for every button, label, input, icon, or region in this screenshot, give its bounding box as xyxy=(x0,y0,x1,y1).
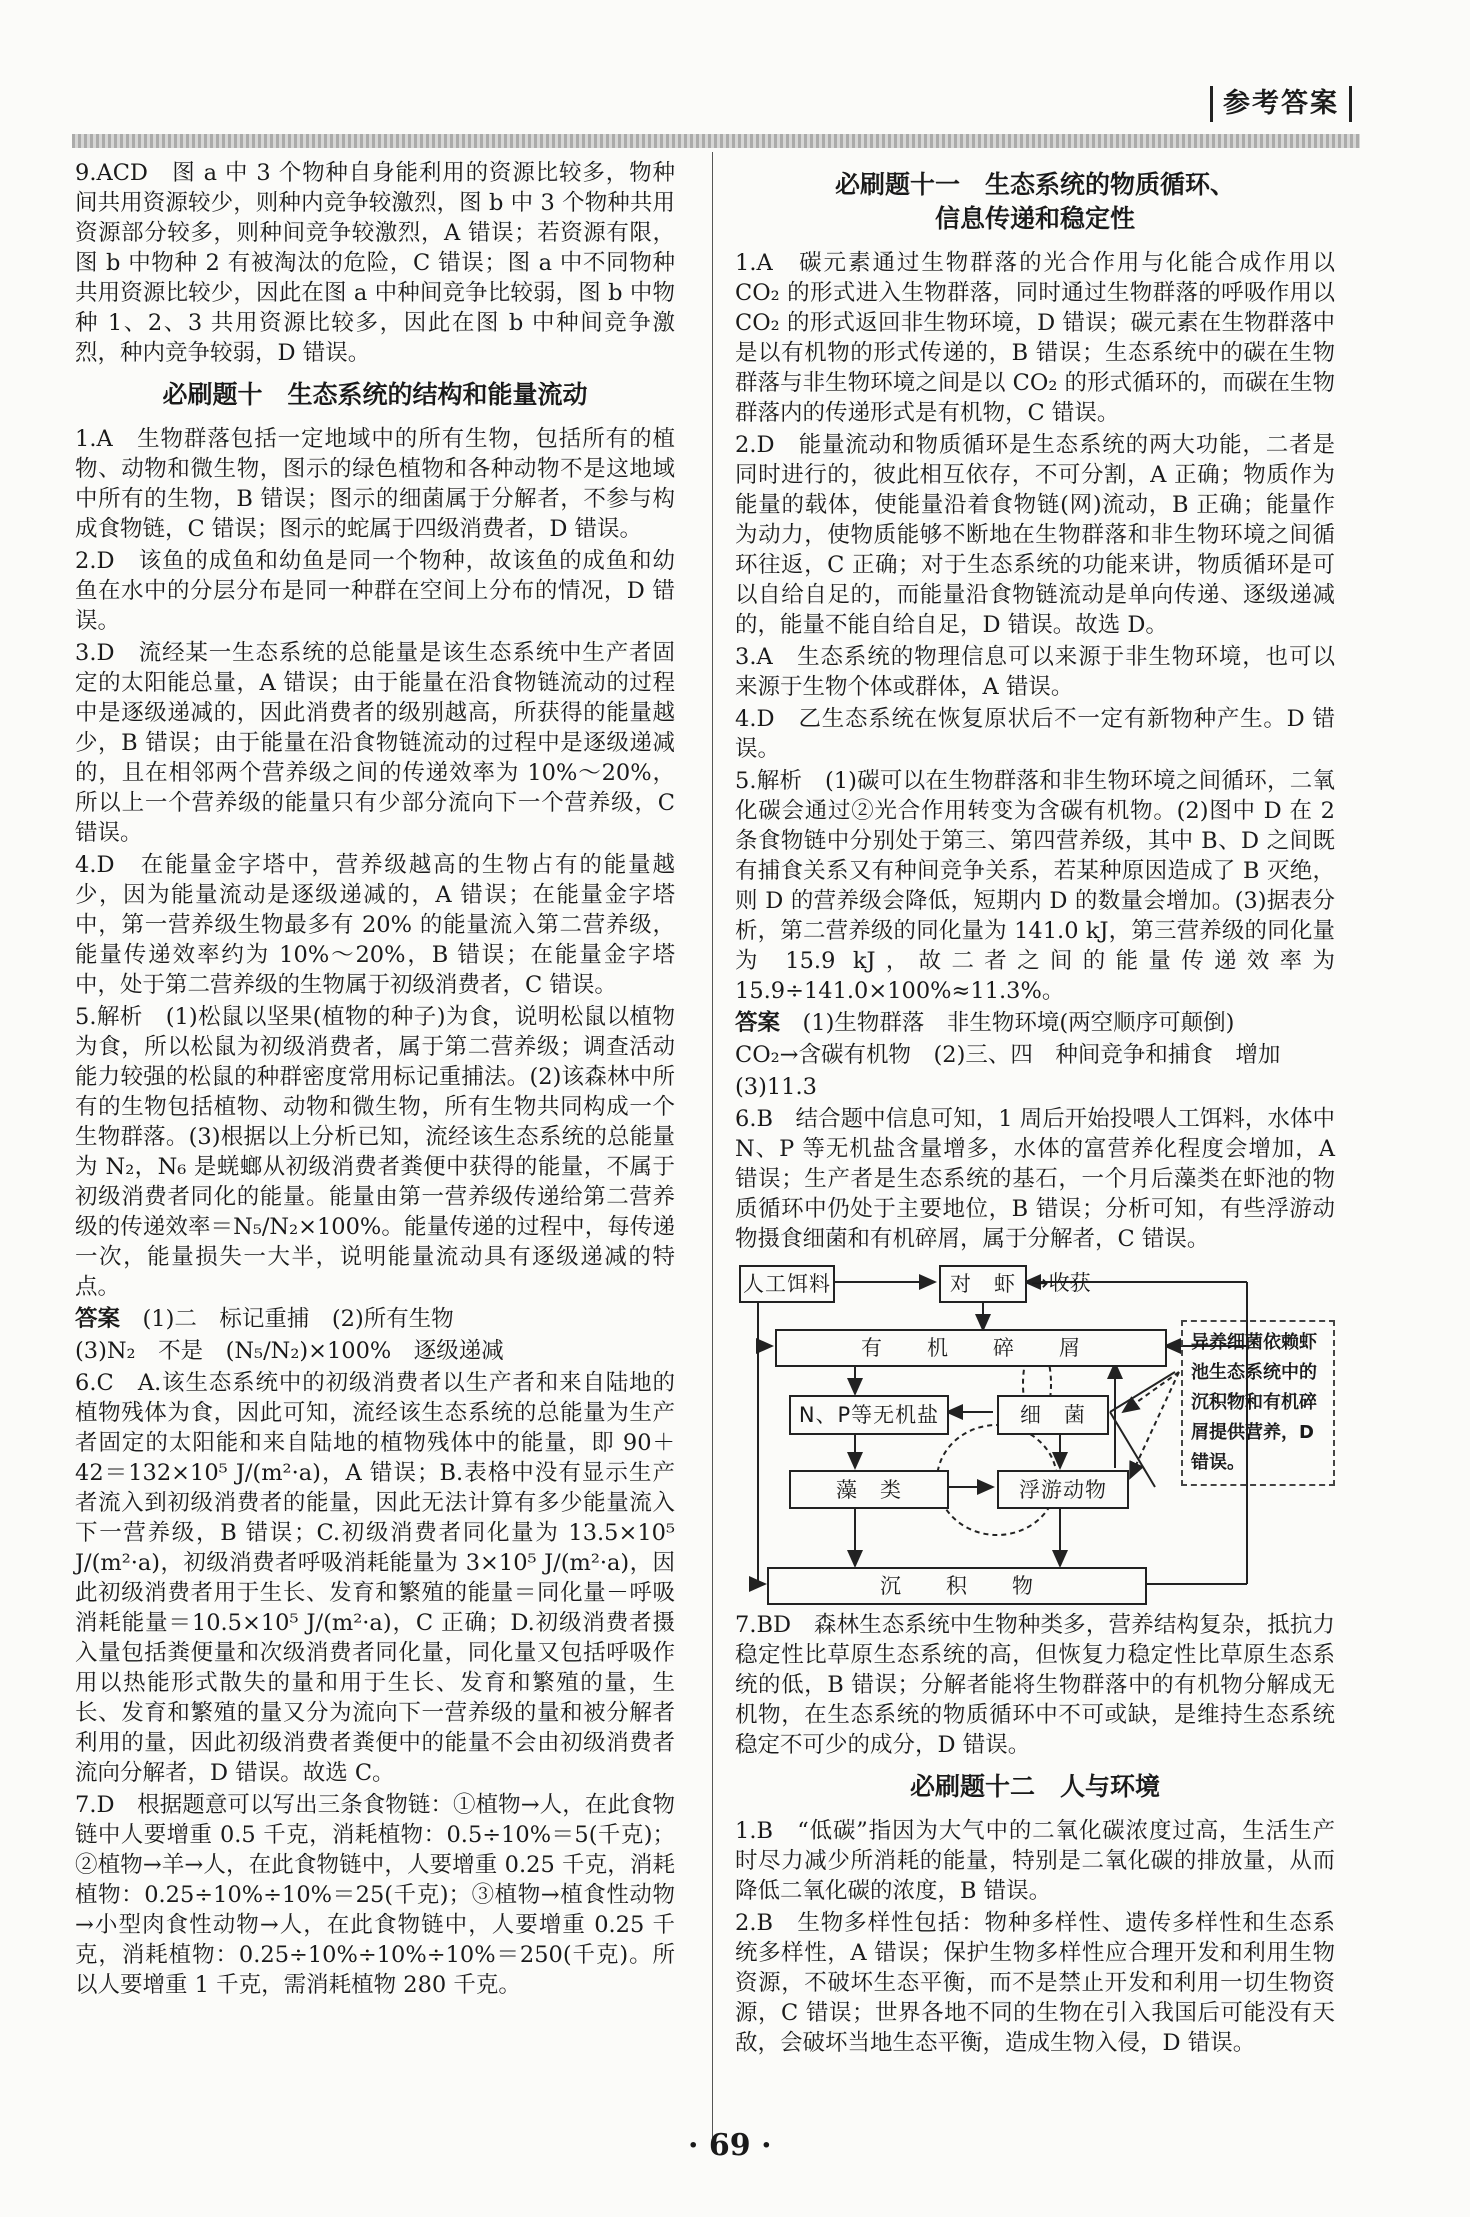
answer-key-line xyxy=(75,1304,675,1334)
answer-key-label: 答案 xyxy=(735,1010,781,1036)
answer-item: 3.D 流经某一生态系统的总能量是该生态系统中生产者固定的太阳能总量，A 错误；由于能量在沿食物链流动的过程中是逐级递减的，因此消费者的级别越高，所获得的能量越少，B 错误；由于能量在沿食物链流动的过程中是逐级递减的，且在相邻两个营养级之间的传递效率为 10%～20%，所以上一个营养级的能量只有少部分流向下一个营养级，C 错误。 xyxy=(75,640,683,846)
answer-key-text: (1)生物群落 非生物环境(两空顺序可颠倒) xyxy=(802,1010,1235,1036)
answer-item: 2.B 生物多样性包括：物种多样性、遗传多样性和生态系统多样性，A 错误；保护生物多样性应合理开发和利用生物资源，不破坏生态平衡，而不是禁止开发和利用一切生物资源，C 错误；世界各地不同的生物在引入我国后可能没有天敌，会破坏当地生态平衡，造成生物入侵，D 错误。 xyxy=(735,1910,1335,2056)
answer-key-line: (3)11.3 xyxy=(735,1074,817,1100)
node-sediment: 沉 积 物 xyxy=(767,1567,1147,1605)
section-title-10: 必刷题十 生态系统的结构和能量流动 xyxy=(162,380,588,409)
answer-key-line: (3)N₂ 不是 (N₅/N₂)×100% 逐级递减 xyxy=(75,1338,504,1364)
right-column xyxy=(735,158,1343,2060)
node-algae: 藻 类 xyxy=(789,1470,949,1509)
answer-item: 1.A 碳元素通过生物群落的光合作用与化能合成作用以 CO₂ 的形式进入生物群落，同时通过生物群落的呼吸作用以 CO₂ 的形式返回非生物环境，D 错误；碳元素在生物群落中是以有机物的形式传递的，B 错误；生态系统中的碳在生物群落与非生物环境之间是以 CO₂ 的形式循环的，而碳在生物群落内的传递形式是有机物，C 错误。 xyxy=(735,250,1343,426)
shrimp-pond-diagram xyxy=(735,1262,1335,1602)
section-title-11: 必刷题十一 生态系统的物质循环、 xyxy=(834,170,1235,199)
answer-item-9: 9.ACD 图 a 中 3 个物种自身能利用的资源比较多，物种间共用资源较少，则种内竞争较激烈，图 b 中 3 个物种共用资源部分较多，则种间竞争较激烈，A 错误；若资源有限，图 b 中物种 2 有被淘汰的危险，C 错误；图 a 中不同物种共用资源比较少，因此在图 a 中种间竞争比较弱，图 b 中物种 1、2、3 共用资源比较多，因此在图 b 中种间竞争激烈，种内竞争较弱，D 错误。 xyxy=(75,160,675,366)
label-harvest: →收获 xyxy=(1031,1271,1091,1295)
answer-key-label: 答案 xyxy=(75,1306,121,1332)
node-zooplankton: 浮游动物 xyxy=(997,1470,1129,1509)
column-divider xyxy=(712,152,713,2142)
answer-item: 1.B “低碳”指因为大气中的二氧化碳浓度过高，生活生产时尽力减少所消耗的能量，特别是二氧化碳的排放量，从而降低二氧化碳的浓度，B 错误。 xyxy=(735,1818,1335,1904)
section-title-12: 必刷题十二 人与环境 xyxy=(909,1772,1160,1801)
header-rule xyxy=(72,134,1360,148)
diagram-annotation: 异养细菌依赖虾池生态系统中的沉积物和有机碎屑提供营养，D错误。 xyxy=(1181,1320,1335,1486)
answer-item: 1.A 生物群落包括一定地域中的所有生物，包括所有的植物、动物和微生物，图示的绿色植物和各种动物不是这地域中所有的生物，B 错误；图示的细菌属于分解者，不参与构成食物链，C 错误；图示的蛇属于四级消费者，D 错误。 xyxy=(75,426,675,542)
answer-item: 3.A 生态系统的物理信息可以来源于非生物环境，也可以来源于生物个体或群体，A 错误。 xyxy=(735,644,1335,700)
answer-item: 4.D 在能量金字塔中，营养级越高的生物占有的能量越少，因为能量流动是逐级递减的，A 错误；在能量金字塔中，第一营养级生物最多有 20% 的能量流入第二营养级，能量传递效率约为 10%～20%，B 错误；在能量金字塔中，处于第二营养级的生物属于初级消费者，C 错误。 xyxy=(75,852,675,998)
answer-item-6: 6.B 结合题中信息可知，1 周后开始投喂人工饵料，水体中 N、P 等无机盐含量增多，水体的富营养化程度会增加，A 错误；生产者是生态系统的基石，一个月后藻类在虾池的物质循环中仍处于主要地位，B 错误；分析可知，有些浮游动物摄食细菌和有机碎屑，属于分解者，C 错误。 xyxy=(735,1106,1343,1252)
answer-item-7: 7.BD 森林生态系统中生物种类多，营养结构复杂，抵抗力稳定性比草原生态系统的高，但恢复力稳定性比草原生态系统的低，B 错误；分解者能将生物群落中的有机物分解成无机物，在生态系统的物质循环中不可或缺，是维持生态系统稳定不可少的成分，D 错误。 xyxy=(735,1612,1335,1758)
node-bacteria: 细 菌 xyxy=(997,1395,1109,1435)
answer-item: 5.解析 (1)松鼠以坚果(植物的种子)为食，说明松鼠以植物为食，所以松鼠为初级消费者，属于第二营养级；调查活动能力较强的松鼠的种群密度常用标记重捕法。(2)该森林中所有的生物包括植物、动物和微生物，所有生物共同构成一个生物群落。(3)根据以上分析已知，流经该生态系统的总能量为 N₂，N₆ 是蜣螂从初级消费者粪便中获得的能量，不属于初级消费者同化的能量。能量由第一营养级传递给第二营养级的传递效率＝N₅/N₂×100%。能量传递的过程中，每传递一次，能量损失一大半，说明能量流动具有逐级递减的特点。 xyxy=(75,1004,675,1300)
answer-item: 7.D 根据题意可以写出三条食物链：①植物→人，在此食物链中人要增重 0.5 千克，消耗植物：0.5÷10%＝5(千克)；②植物→羊→人，在此食物链中，人要增重 0.25 千克，消耗植物：0.25÷10%÷10%＝25(千克)；③植物→植食性动物→小型肉食性动物→人，在此食物链中，人要增重 0.25 千克，消耗植物：0.25÷10%÷10%÷10%＝250(千克)。所以人要增重 1 千克，需消耗植物 280 千克。 xyxy=(75,1792,675,1998)
node-n-p-nutrients: N、P等无机盐 xyxy=(789,1395,949,1435)
page-number: · 69 · xyxy=(688,2128,772,2163)
answer-key-text: (1)二 标记重捕 (2)所有生物 xyxy=(142,1306,454,1332)
header-section-tab: 参考答案 xyxy=(1210,86,1352,122)
answer-item: 2.D 能量流动和物质循环是生态系统的两大功能，二者是同时进行的，彼此相互依存，不可分割，A 正确；物质作为能量的载体，使能量沿着食物链(网)流动，B 正确；能量作为动力，使物质能够不断地在生物群落和非生物环境之间循环往返，C 正确；对于生态系统的功能来讲，物质循环是可以自给自足的，而能量沿食物链流动是单向传递、逐级递减的，能量不能自给自足，D 错误。故选 D。 xyxy=(735,432,1335,638)
section-title-11-cont: 信息传递和稳定性 xyxy=(934,204,1135,233)
node-artificial-feed: 人工饵料 xyxy=(739,1265,835,1303)
answer-item: 6.C A.该生态系统中的初级消费者以生产者和来自陆地的植物残体为食，因此可知，流经该生态系统的总能量为生产者固定的太阳能和来自陆地的植物残体中的能量，即 90＋42＝132×10⁵ J/(m²·a)，A 错误；B.表格中没有显示生产者流入到初级消费者的能量，因此无法计算有多少能量流入下一营养级，B 错误；C.初级消费者同化量为 13.5×10⁵ J/(m²·a)，初级消费者呼吸消耗能量为 3×10⁵ J/(m²·a)，因此初级消费者用于生长、发育和繁殖的能量＝同化量－呼吸消耗能量＝10.5×10⁵ J/(m²·a)，C 正确；D.初级消费者摄入量包括粪便量和次级消费者同化量，同化量又包括呼吸作用以热能形式散失的量和用于生长、发育和繁殖的量，生长、发育和繁殖的量又分为流向下一营养级的量和被分解者利用的量，因此初级消费者粪便中的能量不会由初级消费者流向分解者，D 错误。故选 C。 xyxy=(75,1370,683,1786)
node-shrimp: 对 虾 xyxy=(939,1265,1027,1303)
left-column xyxy=(75,158,683,2002)
answer-key-line: CO₂→含碳有机物 (2)三、四 种间竞争和捕食 增加 xyxy=(735,1042,1281,1068)
answer-key-line xyxy=(735,1008,1335,1038)
node-organic-detritus: 有 机 碎 屑 xyxy=(775,1329,1167,1367)
answer-item: 2.D 该鱼的成鱼和幼鱼是同一个物种，故该鱼的成鱼和幼鱼在水中的分层分布是同一种群在空间上分布的情况，D 错误。 xyxy=(75,548,675,634)
answer-item: 5.解析 (1)碳可以在生物群落和非生物环境之间循环，二氧化碳会通过②光合作用转变为含碳有机物。(2)图中 D 在 2 条食物链中分别处于第三、第四营养级，其中 B、D 之间既有捕食关系又有种间竞争关系，若某种原因造成了 B 灭绝，则 D 的营养级会降低，短期内 D 的数量会增加。(3)据表分析，第二营养级的同化量为 141.0 kJ，第三营养级的同化量为 15.9 kJ，故二者之间的能量传递效率为 15.9÷141.0×100%≈11.3%。 xyxy=(735,768,1343,1004)
answer-item: 4.D 乙生态系统在恢复原状后不一定有新物种产生。D 错误。 xyxy=(735,706,1335,762)
